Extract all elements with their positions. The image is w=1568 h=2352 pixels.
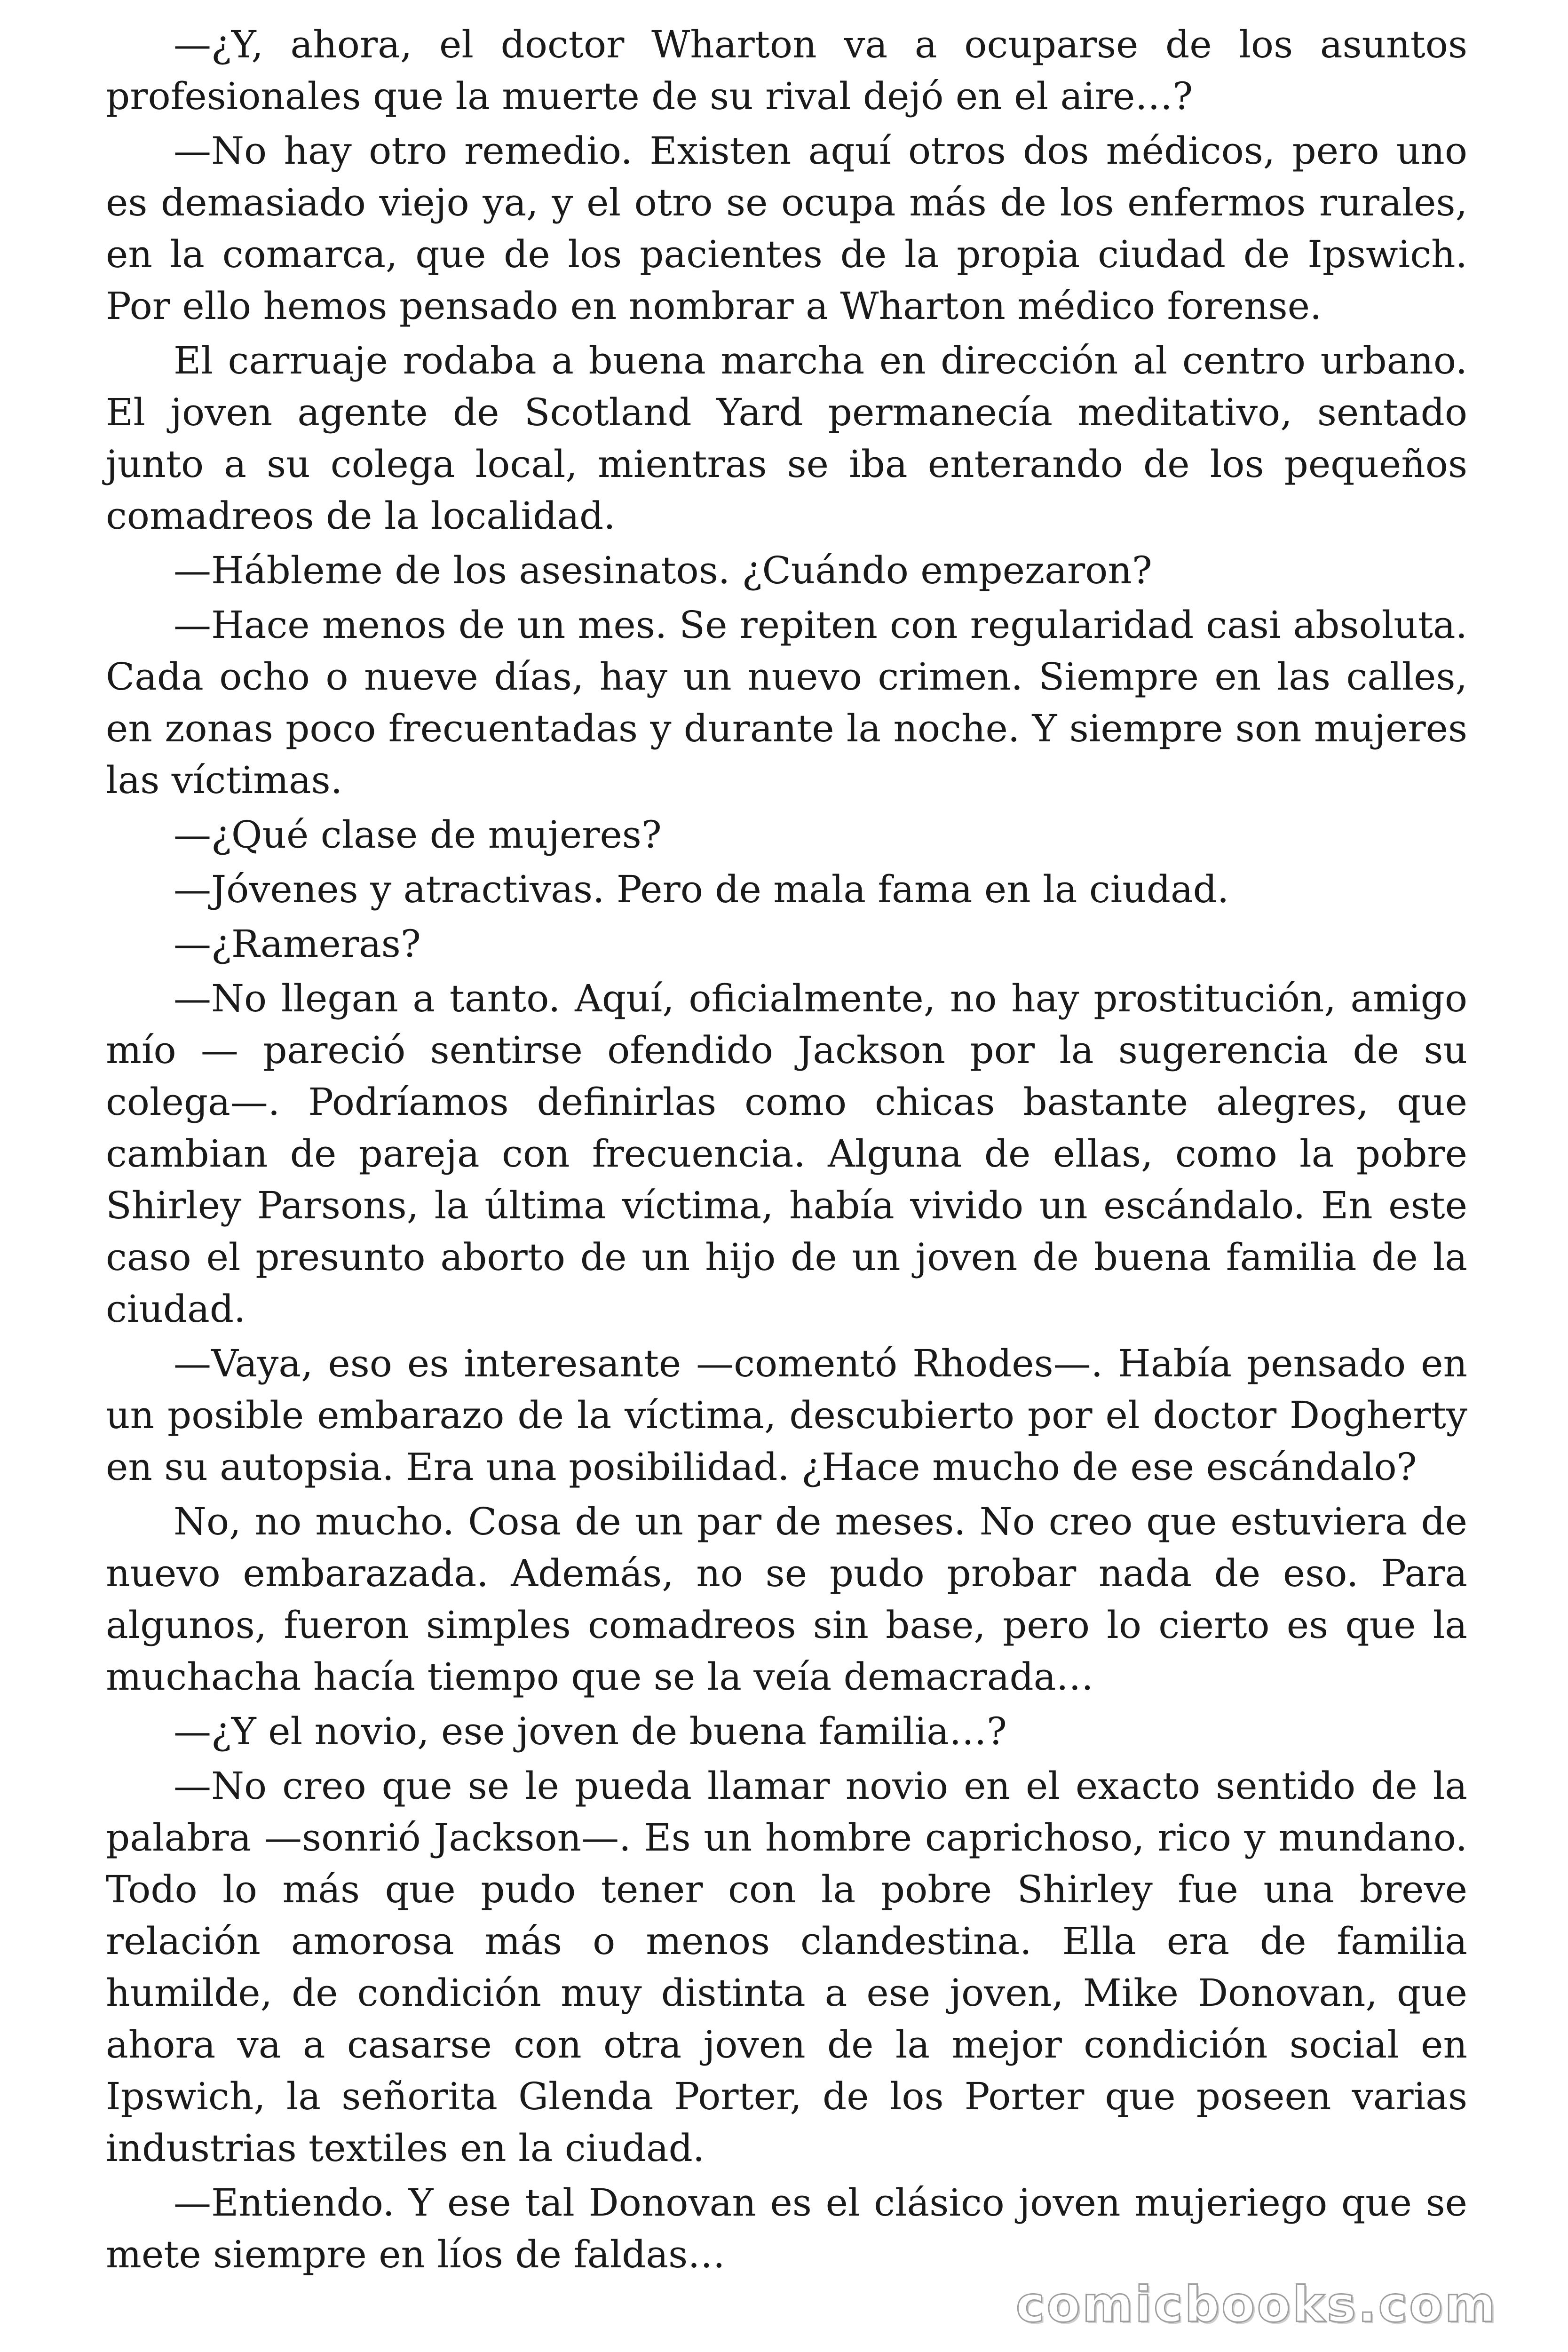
paragraph: El carruaje rodaba a buena marcha en dirección al centro urbano. El joven agente de Scotland Yard permanecía meditativo, sentado junto a su colega local, mientras se iba enterando de los pequeños comadreos de la localidad.: [106, 339, 1467, 538]
paragraph: —Jóvenes y atractivas. Pero de mala fama en la ciudad.: [174, 867, 1229, 911]
paragraph: —No creo que se le pueda llamar novio en el exacto sentido de la palabra —sonrió Jackson—. Es un hombre caprichoso, rico y mundano. Todo lo más que pudo tener con la pobre Shirley fue una breve relación amorosa más o menos clandestina. Ella era de familia humilde, de condición muy distinta a ese joven, Mike Donovan, que ahora va a casarse con otra joven de la mejor condición social en Ipswich, la señorita Glenda Porter, de los Porter que poseen varias industrias textiles en la ciudad.: [106, 1764, 1467, 2170]
paragraph: —No hay otro remedio. Existen aquí otros dos médicos, pero uno es demasiado viejo ya, y el otro se ocupa más de los enfermos rurales, en la comarca, que de los pacientes de la propia ciudad de Ipswich. Por ello hemos pensado en nombrar a Wharton médico forense.: [106, 129, 1467, 328]
watermark: comicbooks.com: [1015, 2276, 1497, 2333]
paragraph: —Vaya, eso es interesante —comentó Rhodes—. Había pensado en un posible embarazo de la víctima, descubierto por el doctor Dogherty en su autopsia. Era una posibilidad. ¿Hace mucho de ese escándalo?: [106, 1342, 1467, 1489]
paragraph: —¿Rameras?: [174, 922, 421, 966]
paragraph: No, no mucho. Cosa de un par de meses. No creo que estuviera de nuevo embarazada. Además, no se pudo probar nada de eso. Para algunos, fueron simples comadreos sin base, pero lo cierto es que la muchacha hacía tiempo que se la veía demacrada…: [106, 1500, 1467, 1699]
paragraph: —¿Y, ahora, el doctor Wharton va a ocuparse de los asuntos profesionales que la muerte de su rival dejó en el aire…?: [106, 23, 1467, 118]
paragraph: —Entiendo. Y ese tal Donovan es el clásico joven mujeriego que se mete siempre en líos de faldas…: [106, 2181, 1467, 2276]
paragraph: —Hábleme de los asesinatos. ¿Cuándo empezaron?: [174, 548, 1152, 592]
paragraph: —¿Y el novio, ese joven de buena familia…?: [174, 1709, 1007, 1753]
paragraph: —No llegan a tanto. Aquí, oficialmente, no hay prostitución, amigo mío — pareció sentirse ofendido Jackson por la sugerencia de su colega—. Podríamos definirlas como chicas bastante alegres, que cambian de pareja con frecuencia. Alguna de ellas, como la pobre Shirley Parsons, la última víctima, había vivido un escándalo. En este caso el presunto aborto de un hijo de un joven de buena familia de la ciudad.: [106, 977, 1467, 1331]
paragraph: —¿Qué clase de mujeres?: [174, 813, 662, 857]
book-page: [106, 19, 1467, 2283]
paragraph: —Hace menos de un mes. Se repiten con regularidad casi absoluta. Cada ocho o nueve días, hay un nuevo crimen. Siempre en las calles, en zonas poco frecuentadas y durante la noche. Y siempre son mujeres las víctimas.: [106, 603, 1467, 802]
